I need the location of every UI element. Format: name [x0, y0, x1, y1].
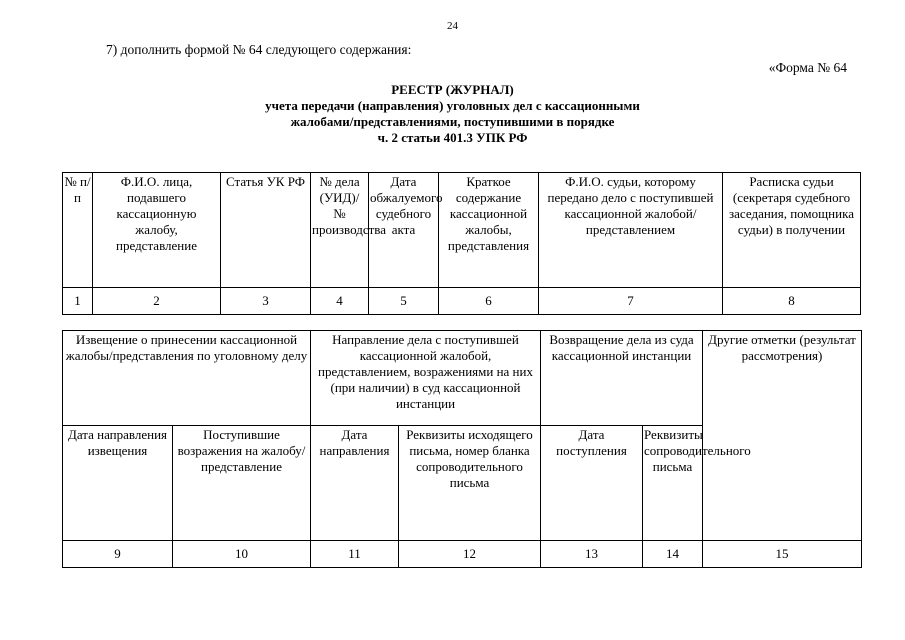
- sub-header-cell: Дата направления извещения: [63, 426, 173, 541]
- header-cell: Расписка судьи (секретаря судебного заседания, помощника судьи) в получении: [723, 173, 861, 288]
- group-header-other-notes: Другие отметки (результат рассмотрения): [703, 331, 862, 541]
- column-number: 3: [221, 288, 311, 315]
- column-number: 12: [399, 541, 541, 568]
- title-line-3: жалобами/представлениями, поступившими в порядке: [290, 114, 615, 129]
- registry-table-part-2: [62, 330, 862, 568]
- column-number: 15: [703, 541, 862, 568]
- intro-text: 7) дополнить формой № 64 следующего содержания:: [106, 42, 412, 57]
- title-line-2: учета передачи (направления) уголовных дел с кассационными: [265, 98, 640, 113]
- header-cell: № дела (УИД)/ № производства: [311, 173, 369, 288]
- column-number: 11: [311, 541, 399, 568]
- form-reference: «Форма № 64: [768, 60, 847, 75]
- title-line-1: РЕЕСТР (ЖУРНАЛ): [391, 82, 514, 97]
- column-number: 5: [369, 288, 439, 315]
- header-cell: № п/п: [63, 173, 93, 288]
- header-cell: Статья УК РФ: [221, 173, 311, 288]
- column-number: 10: [173, 541, 311, 568]
- sub-header-cell: Дата поступления: [541, 426, 643, 541]
- header-cell: Ф.И.О. лица, подавшего кассационную жалобу, представление: [93, 173, 221, 288]
- column-number: 7: [539, 288, 723, 315]
- group-header-return: Возвращение дела из суда кассационной инстанции: [541, 331, 703, 426]
- title-line-4: ч. 2 статьи 401.3 УПК РФ: [377, 130, 528, 145]
- group-header-dispatch: Направление дела с поступившей кассационной жалобой, представлением, возражениями на них (при наличии) в суд кассационной инстанции: [311, 331, 541, 426]
- column-number: 14: [643, 541, 703, 568]
- table1-number-row: [63, 288, 861, 315]
- table2-group-header-row: [63, 331, 862, 426]
- document-title: [0, 82, 905, 146]
- column-number: 4: [311, 288, 369, 315]
- sub-header-cell: Дата направления: [311, 426, 399, 541]
- page-number: 24: [447, 20, 458, 32]
- table1-header-row: [63, 173, 861, 288]
- column-number: 6: [439, 288, 539, 315]
- header-cell: Ф.И.О. судьи, которому передано дело с поступившей кассационной жалобой/представлением: [539, 173, 723, 288]
- sub-header-cell: Реквизиты исходящего письма, номер бланка сопроводительного письма: [399, 426, 541, 541]
- column-number: 9: [63, 541, 173, 568]
- registry-table-part-1: [62, 172, 861, 315]
- column-number: 2: [93, 288, 221, 315]
- group-header-notice: Извещение о принесении кассационной жалобы/представления по уголовному делу: [63, 331, 311, 426]
- sub-header-cell: Поступившие возражения на жалобу/представление: [173, 426, 311, 541]
- column-number: 1: [63, 288, 93, 315]
- header-cell: Краткое содержание кассационной жалобы, представления: [439, 173, 539, 288]
- sub-header-cell: Реквизиты сопроводительного письма: [643, 426, 703, 541]
- column-number: 13: [541, 541, 643, 568]
- column-number: 8: [723, 288, 861, 315]
- header-cell: Дата обжалуемого судебного акта: [369, 173, 439, 288]
- table2-number-row: [63, 541, 862, 568]
